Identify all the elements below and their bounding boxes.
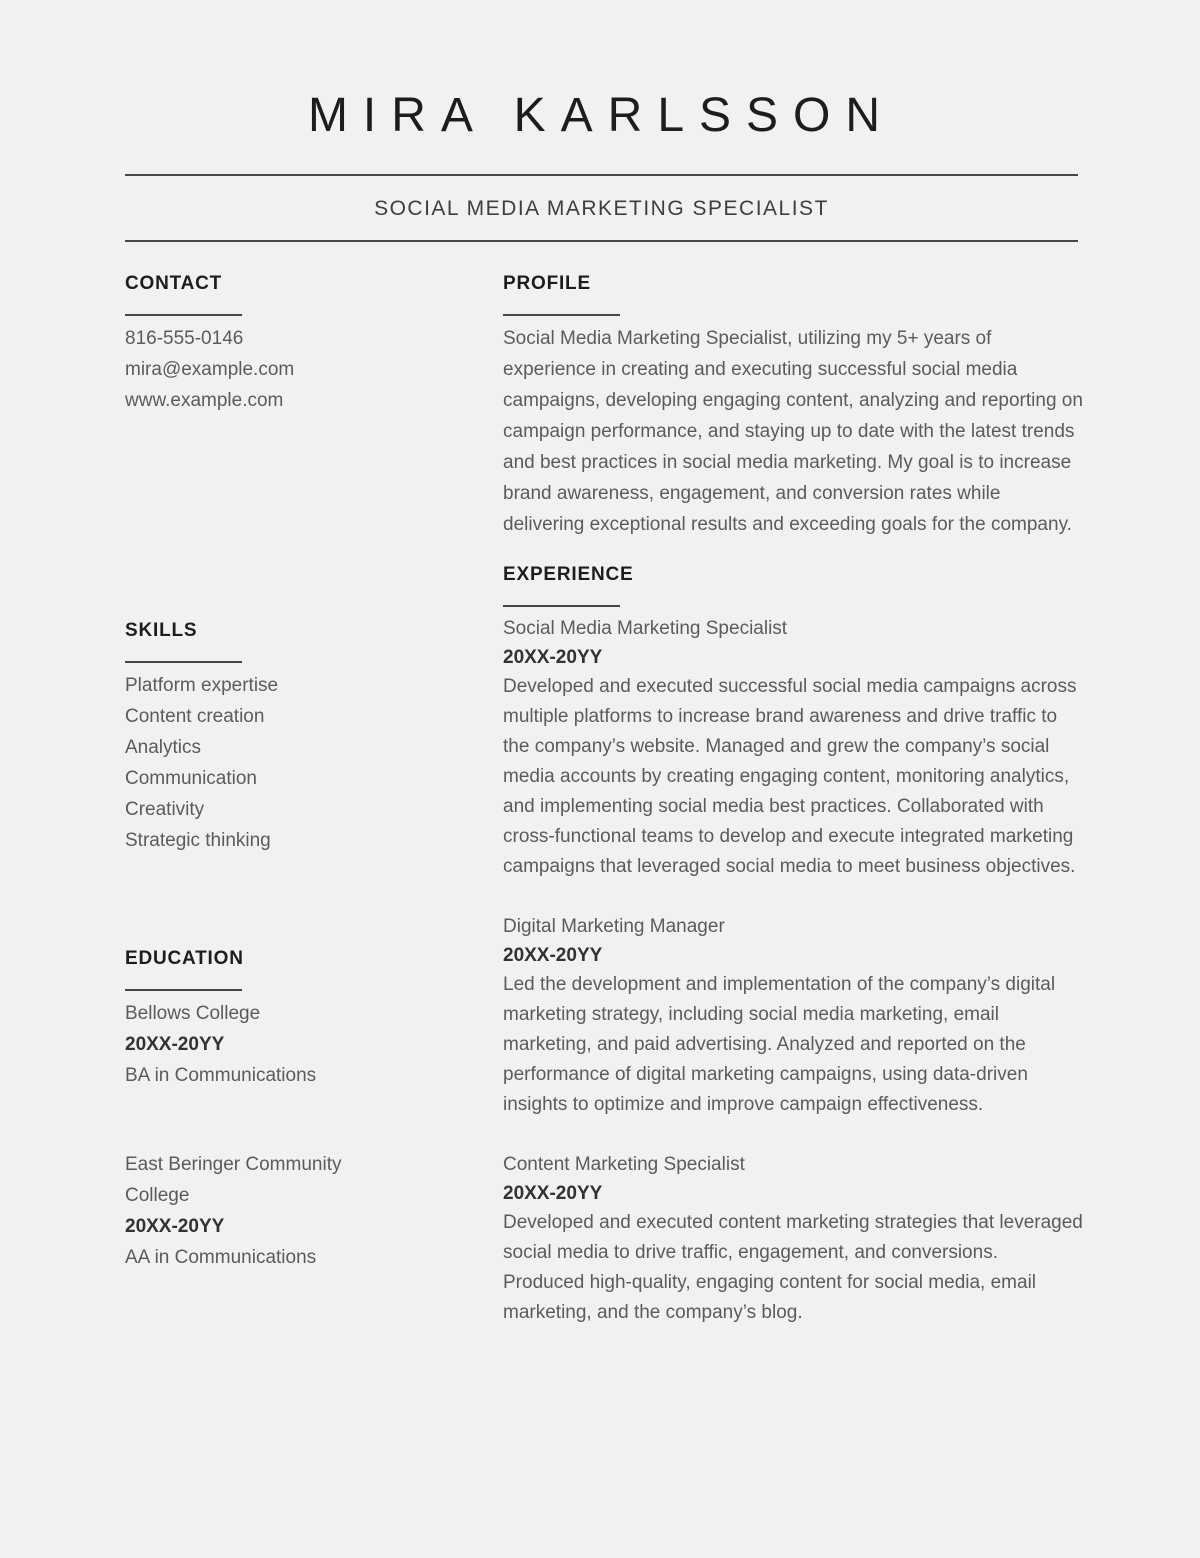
- profile-heading-rule: [503, 314, 620, 316]
- contact-phone: 816-555-0146: [125, 328, 244, 349]
- resume-columns: [125, 273, 1083, 1328]
- header-divider-top: [125, 174, 1078, 176]
- job-title: Digital Marketing Manager: [503, 916, 725, 937]
- job-dates: 20XX-20YY: [503, 1183, 603, 1204]
- job-title: Social Media Marketing Specialist: [503, 618, 788, 639]
- resume-job-title: SOCIAL MEDIA MARKETING SPECIALIST: [374, 197, 829, 220]
- skills-heading: SKILLS: [125, 620, 198, 641]
- contact-section: [125, 273, 410, 416]
- education-entry: [125, 1149, 410, 1273]
- experience-section: [503, 564, 1083, 1328]
- header-divider-bottom: [125, 240, 1078, 242]
- contact-website: www.example.com: [125, 390, 284, 411]
- job-dates: 20XX-20YY: [503, 945, 603, 966]
- job-title: Content Marketing Specialist: [503, 1154, 745, 1175]
- education-school: Bellows College: [125, 1003, 261, 1024]
- experience-heading: EXPERIENCE: [503, 564, 634, 585]
- education-heading: EDUCATION: [125, 948, 244, 969]
- job-dates: 20XX-20YY: [503, 647, 603, 668]
- skill-item: Creativity: [125, 799, 205, 820]
- resume-content: [125, 0, 1083, 1328]
- right-column: [503, 273, 1083, 1328]
- profile-section: [503, 273, 1083, 540]
- contact-heading: CONTACT: [125, 273, 223, 294]
- skill-item: Analytics: [125, 737, 202, 758]
- skill-item: Strategic thinking: [125, 830, 271, 851]
- skill-item: Communication: [125, 768, 257, 789]
- education-dates: 20XX-20YY: [125, 1216, 225, 1237]
- education-school: East Beringer Community College: [125, 1154, 342, 1206]
- education-section: [125, 948, 410, 1273]
- education-heading-rule: [125, 989, 242, 991]
- skills-section: [125, 620, 410, 856]
- resume-name: MIRA KARLSSON: [307, 89, 896, 142]
- skill-item: Platform expertise: [125, 675, 279, 696]
- contact-heading-rule: [125, 314, 242, 316]
- experience-heading-rule: [503, 605, 620, 607]
- education-dates: 20XX-20YY: [125, 1034, 225, 1055]
- skills-heading-rule: [125, 661, 242, 663]
- education-degree: BA in Communications: [125, 1065, 317, 1086]
- job-description: Developed and executed successful social media campaigns across multiple platforms to increase brand awareness and drive traffic to the company’s website. Managed and grew the company’s social media accounts by creating engaging content, monitoring analytics, and implementing social media best practices. Collaborated with cross-functional teams to develop and execute integrated marketing campaigns that leveraged social media to meet business objectives.: [503, 676, 1077, 877]
- experience-entry: [503, 912, 1083, 1120]
- skill-item: Content creation: [125, 706, 265, 727]
- education-entry: [125, 998, 410, 1091]
- job-description: Developed and executed content marketing strategies that leveraged social media to drive traffic, engagement, and conversions. Produced high-quality, engaging content for social media, email marketing, and the company’s blog.: [503, 1212, 1083, 1323]
- profile-text: Social Media Marketing Specialist, utilizing my 5+ years of experience in creating and executing successful social media campaigns, developing engaging content, analyzing and reporting on campaign performance, and staying up to date with the latest trends and best practices in social media marketing. My goal is to increase brand awareness, engagement, and conversion rates while delivering exceptional results and exceeding goals for the company.: [503, 328, 1083, 535]
- education-degree: AA in Communications: [125, 1247, 317, 1268]
- job-description: Led the development and implementation of the company’s digital marketing strategy, including social media marketing, email marketing, and paid advertising. Analyzed and reported on the performance of digital marketing campaigns, using data-driven insights to optimize and improve campaign effectiveness.: [503, 974, 1056, 1115]
- contact-email: mira@example.com: [125, 359, 295, 380]
- profile-heading: PROFILE: [503, 273, 591, 294]
- experience-entry: [503, 614, 1083, 882]
- left-column: [125, 273, 410, 1273]
- experience-entry: [503, 1150, 1083, 1328]
